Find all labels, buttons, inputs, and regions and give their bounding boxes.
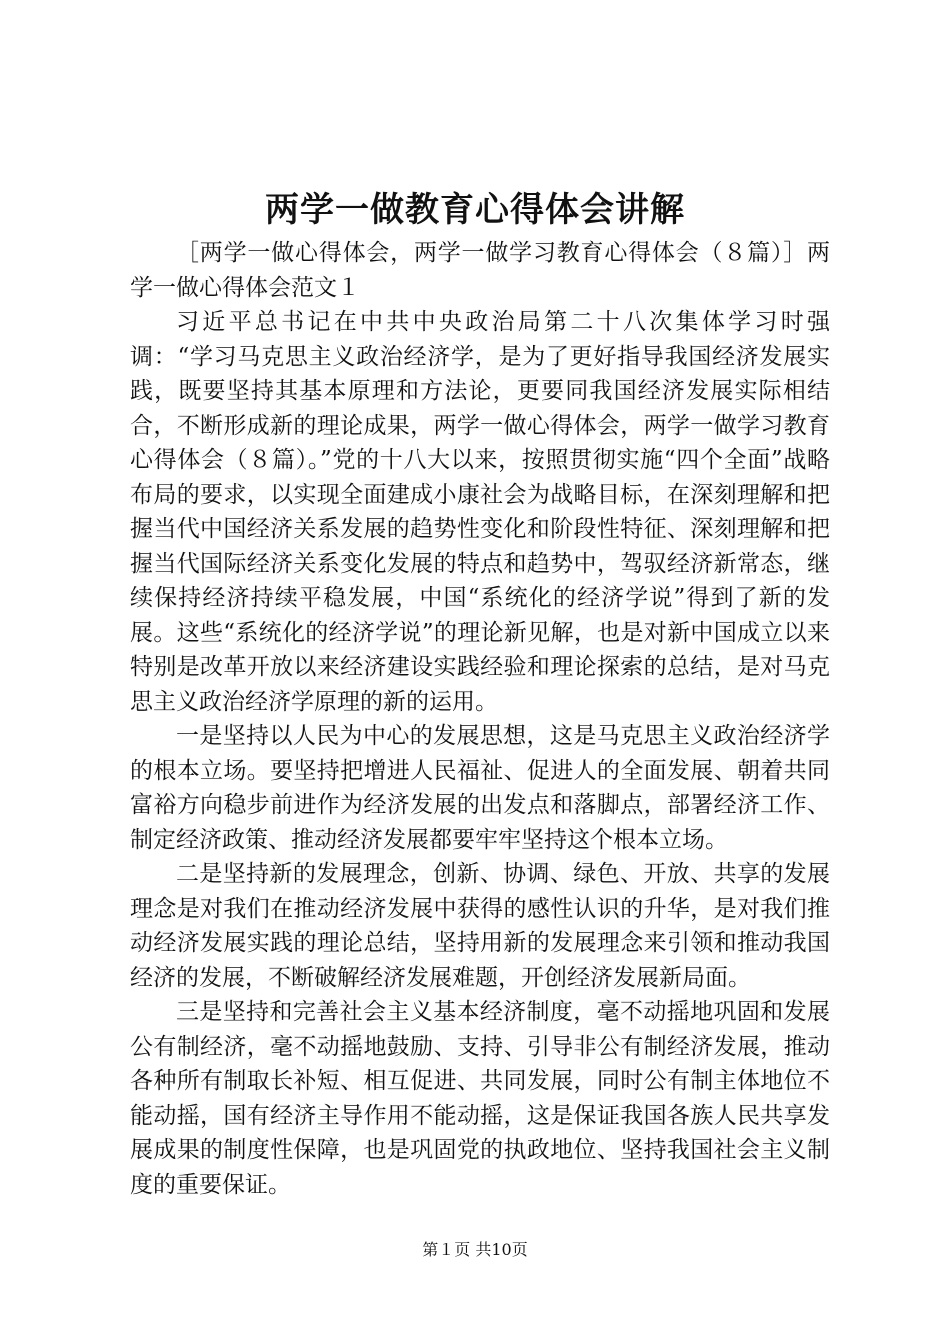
paragraph-intro: ［两学一做心得体会，两学一做学习教育心得体会（８篇）］两学一做心得体会范文１ xyxy=(130,240,830,301)
document-title: 两学一做教育心得体会讲解 xyxy=(265,190,685,230)
page-number-footer: 第１页 共10页 xyxy=(422,1240,528,1259)
document-body xyxy=(130,236,830,1202)
paragraph-point-one: 一是坚持以人民为中心的发展思想，这是马克思主义政治经济学的根本立场。要坚持把增进人民福祉、促进人的全面发展、朝着共同富裕方向稳步前进作为经济发展的出发点和落脚点，部署经济工作、制定经济政策、推动经济发展都要牢牢坚持这个根本立场。 xyxy=(130,723,830,853)
paragraph-point-two: 二是坚持新的发展理念，创新、协调、绿色、开放、共享的发展理念是对我们在推动经济发展中获得的感性认识的升华，是对我们推动经济发展实践的理论总结，坚持用新的发展理念来引领和推动我国经济的发展，不断破解经济发展难题，开创经济发展新局面。 xyxy=(130,861,830,991)
paragraph-point-three: 三是坚持和完善社会主义基本经济制度，毫不动摇地巩固和发展公有制经济，毫不动摇地鼓励、支持、引导非公有制经济发展，推动各种所有制取长补短、相互促进、共同发展，同时公有制主体地位不能动摇，国有经济主导作用不能动摇，这是保证我国各族人民共享发展成果的制度性保障，也是巩固党的执政地位、坚持我国社会主义制度的重要保证。 xyxy=(130,999,830,1198)
paragraph-main: 习近平总书记在中共中央政治局第二十八次集体学习时强调：“学习马克思主义政治经济学，是为了更好指导我国经济发展实践，既要坚持其基本原理和方法论，更要同我国经济发展实际相结合，不断形成新的理论成果，两学一做心得体会，两学一做学习教育心得体会（８篇）。”党的十八大以来，按照贯彻实施“四个全面”战略布局的要求，以实现全面建成小康社会为战略目标，在深刻理解和把握当代中国经济关系发展的趋势性变化和阶段性特征、深刻理解和把握当代国际经济关系变化发展的特点和趋势中，驾驭经济新常态，继续保持经济持续平稳发展，中国“系统化的经济学说”得到了新的发展。这些“系统化的经济学说”的理论新见解，也是对新中国成立以来特别是改革开放以来经济建设实践经验和理论探索的总结，是对马克思主义政治经济学原理的新的运用。 xyxy=(130,309,830,715)
